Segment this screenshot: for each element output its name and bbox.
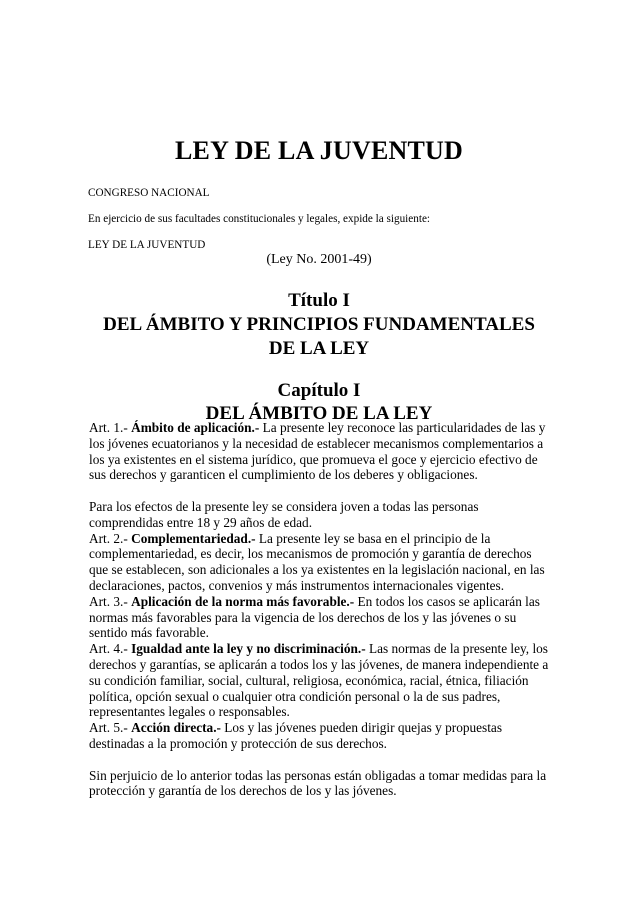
article-text: Para los efectos de la presente ley se considera joven a todas las personas comprendidas entre 18 y 29 años de edad. (89, 498, 479, 530)
article-prefix: Art. 3.- (89, 593, 128, 609)
article-heading: Ámbito de aplicación.- (131, 420, 260, 435)
paragraph-obligations (89, 768, 553, 800)
article-1 (89, 420, 553, 483)
titulo-name-line2: DE LA LEY (268, 338, 370, 359)
article-text: La presente ley se basa en el principio de la complementariedad, es decir, los mecanismos de promoción y garantía de derechos que se establecen, son adicionales a los ya existentes en la legislación nacional, en las declaraciones, pactos, convenios y más instrumentos internacionales vigentes. (89, 530, 545, 593)
article-4 (89, 641, 553, 720)
article-2 (89, 531, 553, 594)
article-prefix: Art. 4.- (89, 641, 128, 657)
capitulo-label: Capítulo I (277, 380, 361, 401)
article-prefix: Art. 1.- (89, 420, 128, 435)
capitulo-name: DEL ÁMBITO DE LA LEY (205, 403, 433, 424)
article-5 (89, 720, 553, 752)
article-text: Las normas de la presente ley, los derechos y garantías, se aplicarán a todos los y las jóvenes, de manera independiente a su condición familiar, social, cultural, religiosa, económica, racial, étnica, filiación política, opción sexual o cualquier otra condición personal o la de sus padres, representantes legales o responsables. (89, 641, 549, 720)
preamble-line: En ejercicio de sus facultades constitucionales y legales, expide la siguiente: (88, 213, 431, 225)
titulo-name-line1: DEL ÁMBITO Y PRINCIPIOS FUNDAMENTALES (103, 314, 535, 335)
article-prefix: Art. 2.- (89, 530, 128, 546)
article-prefix: Art. 5.- (89, 720, 128, 736)
law-number: (Ley No. 2001-49) (266, 252, 372, 267)
article-text: La presente ley reconoce las particularidades de las y los jóvenes ecuatorianos y la necesidad de establecer mecanismos complementarios a los ya existentes en el sistema jurídico, que promueva el goce y ejercicio efectivo de sus derechos y garanticen el cumplimiento de los deberes y obligaciones. (89, 420, 546, 483)
titulo-label: Título I (288, 290, 350, 311)
article-heading: Complementariedad.- (131, 530, 256, 546)
articles-body (89, 420, 553, 799)
article-text: Sin perjuicio de lo anterior todas las personas están obligadas a tomar medidas para la protección y garantía de los derechos de los y las jóvenes. (89, 767, 547, 799)
document-title: LEY DE LA JUVENTUD (175, 136, 463, 165)
law-name-line: LEY DE LA JUVENTUD (88, 239, 206, 251)
article-3 (89, 594, 553, 641)
issuer-line: CONGRESO NACIONAL (88, 187, 210, 199)
article-heading: Aplicación de la norma más favorable.- (131, 593, 355, 609)
article-text: En todos los casos se aplicarán las normas más favorables para la vigencia de los derechos de los y las jóvenes o su sentido más favorable. (89, 593, 540, 641)
article-text: Los y las jóvenes pueden dirigir quejas y propuestas destinadas a la promoción y protección de sus derechos. (89, 720, 502, 751)
article-heading: Igualdad ante la ley y no discriminación.- (131, 641, 366, 657)
paragraph-joven-definition (89, 499, 553, 531)
article-heading: Acción directa.- (131, 720, 221, 736)
